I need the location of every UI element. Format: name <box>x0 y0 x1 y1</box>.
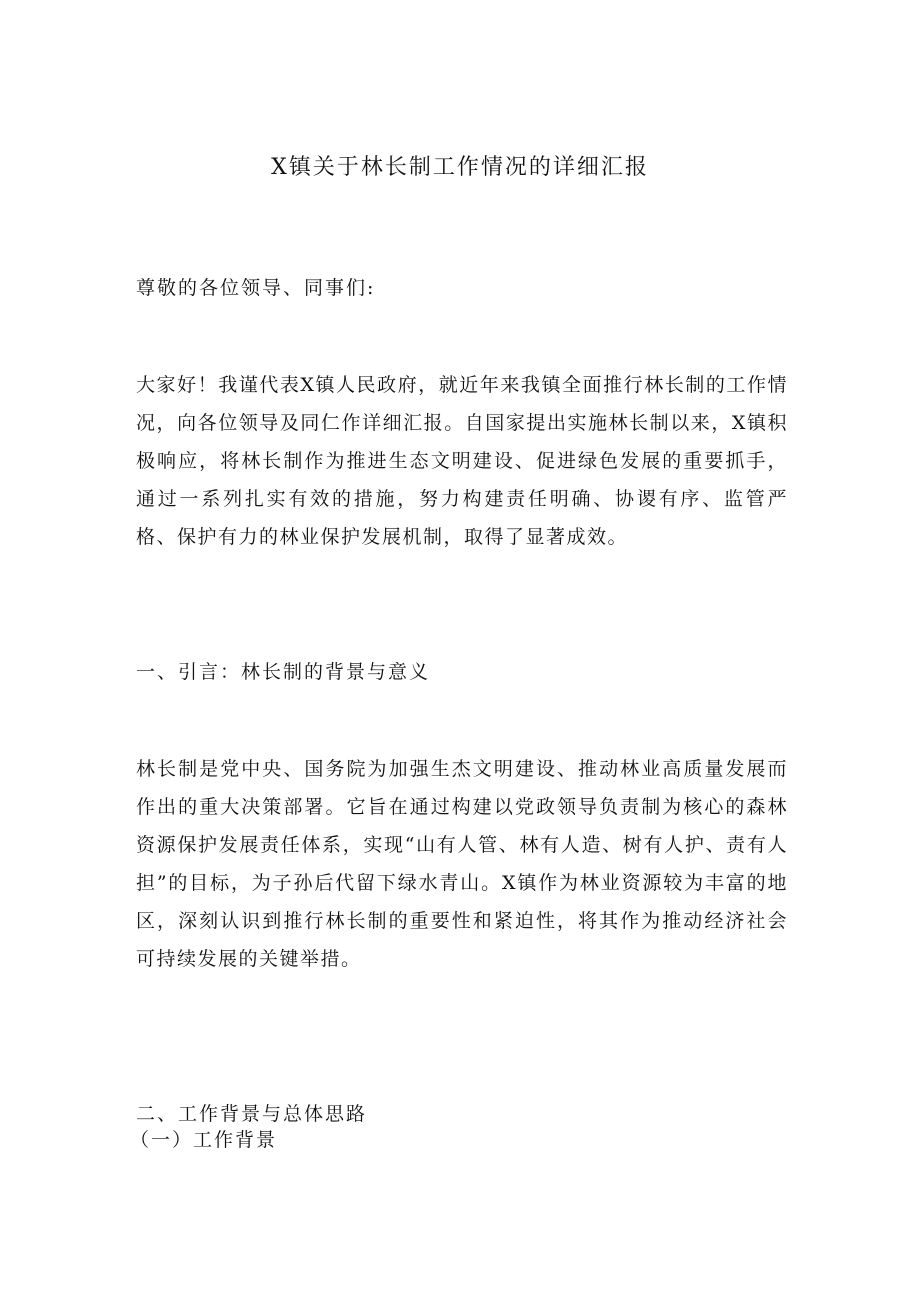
section-2-subheading: （一）工作背景 <box>130 1129 278 1151</box>
salutation: 尊敬的各位领导、同事们: <box>136 277 376 299</box>
document-title: X镇关于林长制工作情况的详细汇报 <box>271 155 649 180</box>
intro-paragraph: 大家好！我谨代表X镇人民政府，就近年来我镇全面推行林长制的工作情况，向各位领导及同仁作详细汇报。自国家提出实施林长制以来，X镇积极响应，将林长制作为推进生态文明建设、促进绿色发展的重要抓手，通过一系列扎实有效的措施，努力构建责任明确、协谡有序、监管严格、保护有力的林业保护发展机制，取得了显著成效。 <box>136 374 788 548</box>
section-2-heading: 二、工作背景与总体思路 <box>136 1103 368 1125</box>
section-1-heading: 一、引言：林长制的背景与意义 <box>136 661 431 683</box>
section-1-paragraph: 林长制是党中央、国务院为加强生杰文明建设、推动林业高质量发展而作出的重大决策部署。它旨在通过构建以党政领导负责制为核心的森林资源保护发展责任体系，实现“山有人管、林有人造、树有人护、责有人担”的目标，为子孙后代留下绿水青山。X镇作为林业资源较为丰富的地区，深刻认识到推行林长制的重要性和紧迫性，将其作为推动经济社会可持续发展的关键举措。 <box>136 758 788 970</box>
